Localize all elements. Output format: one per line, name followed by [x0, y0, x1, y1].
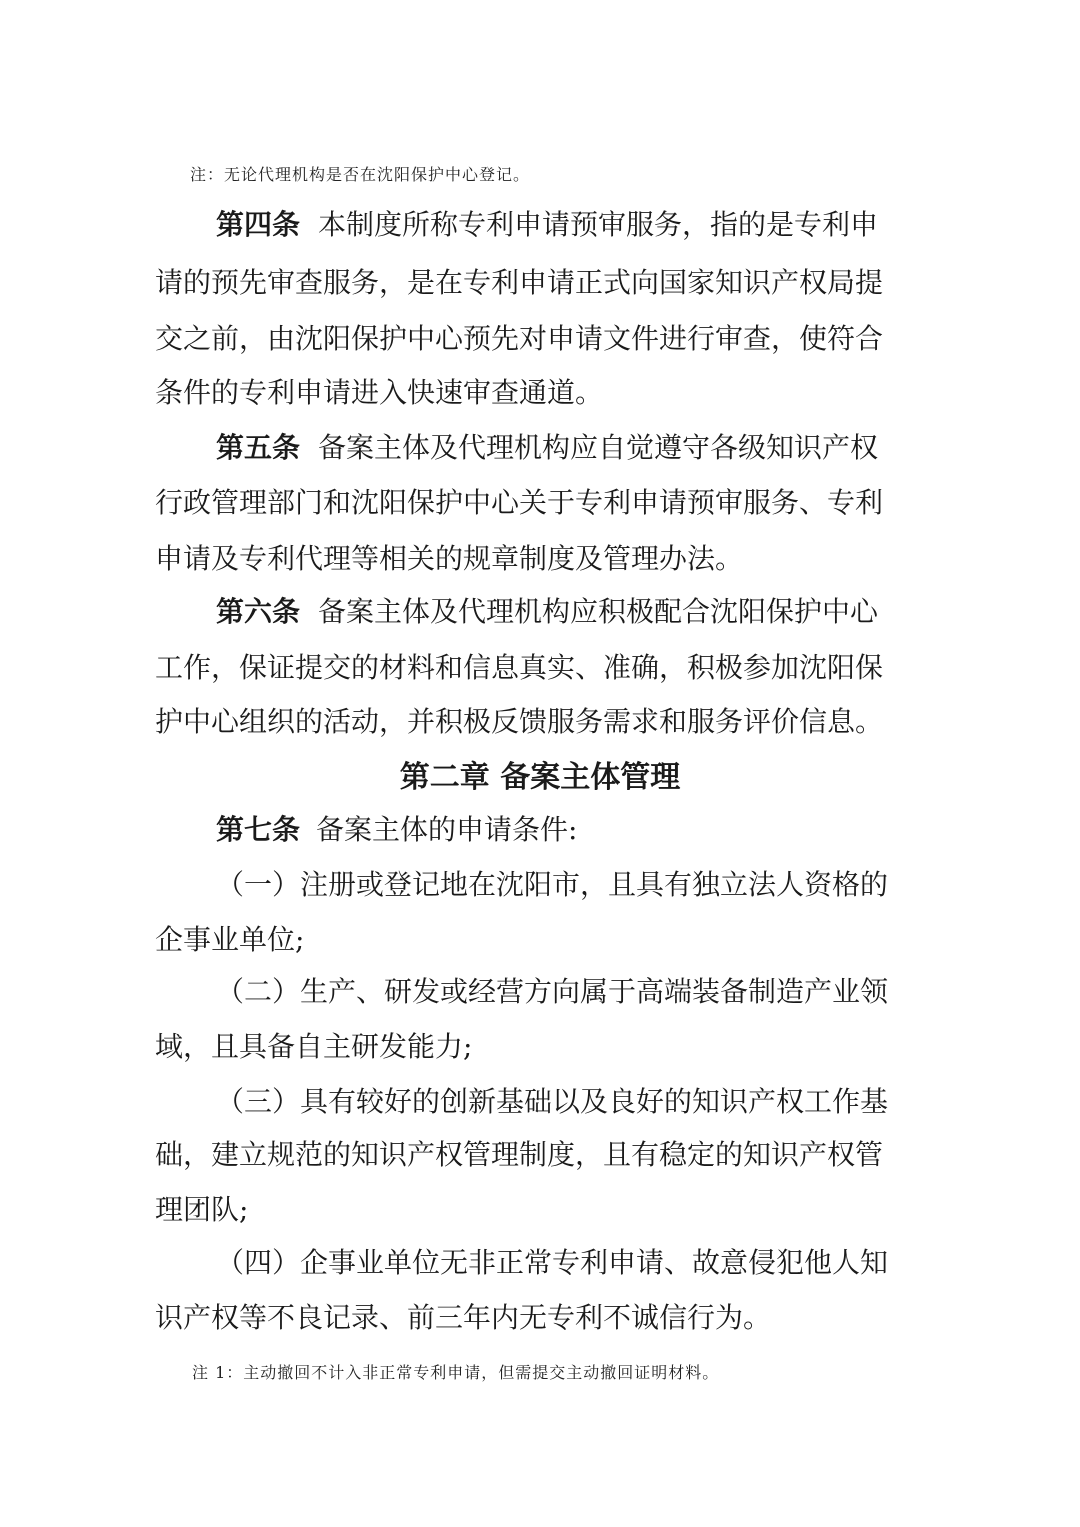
article-7-label: 第七条	[216, 813, 301, 846]
chapter-2-heading: 第二章 备案主体管理	[399, 760, 681, 795]
article-5-label: 第五条	[216, 431, 301, 464]
article-6-label: 第六条	[216, 595, 301, 628]
article-4-label: 第四条	[216, 208, 301, 241]
note-bottom: 注 1：主动撤回不计入非正常专利申请，但需提交主动撤回证明材料。	[192, 1363, 720, 1382]
note-top: 注：无论代理机构是否在沈阳保护中心登记。	[190, 165, 531, 184]
document-page: 注：无论代理机构是否在沈阳保护中心登记。 第四条 本制度所称专利申请预审服务，指的是专利申 请的预先审查服务，是在专利申请正式向国家知识产权局提 交之前，由沈阳保护中心预先对申请文件进行审查，使符合 条件的专利申请进入快速审查通道。 第五条 备案主体及代理机构应自觉遵守各级知识产权 行政管理部门和沈阳保护中心关于专利申请预审服务、专利 申请及专利代理等相关的规章制度及管理办法。 第六条 备案主体及代理机构应积极配合沈阳保护中心 工作，保证提交的材料和信息真实、准确，积极参加沈阳保 护中心组织的活动，并积极反馈服务需求和服务评价信息。 第二章 备案主体管理 第七条 备案主体的申请条件: （一）注册或登记地在沈阳市，且具有独立法人资格的 企事业单位; （二）生产、研发或经营方向属于高端装备制造产业领 域，且具备自主研发能力; （三）具有较好的创新基础以及良好的知识产权工作基 础，建立规范的知识产权管理制度，且有稳定的知识产权管 理团队; （四）企事业单位无非正常专利申请、故意侵犯他人知 识产权等不良记录、前三年内无专利不诚信行为。 注 1：主动撤回不计入非正常专利申请，但需提交主动撤回证明材料。	[0, 0, 1080, 1527]
